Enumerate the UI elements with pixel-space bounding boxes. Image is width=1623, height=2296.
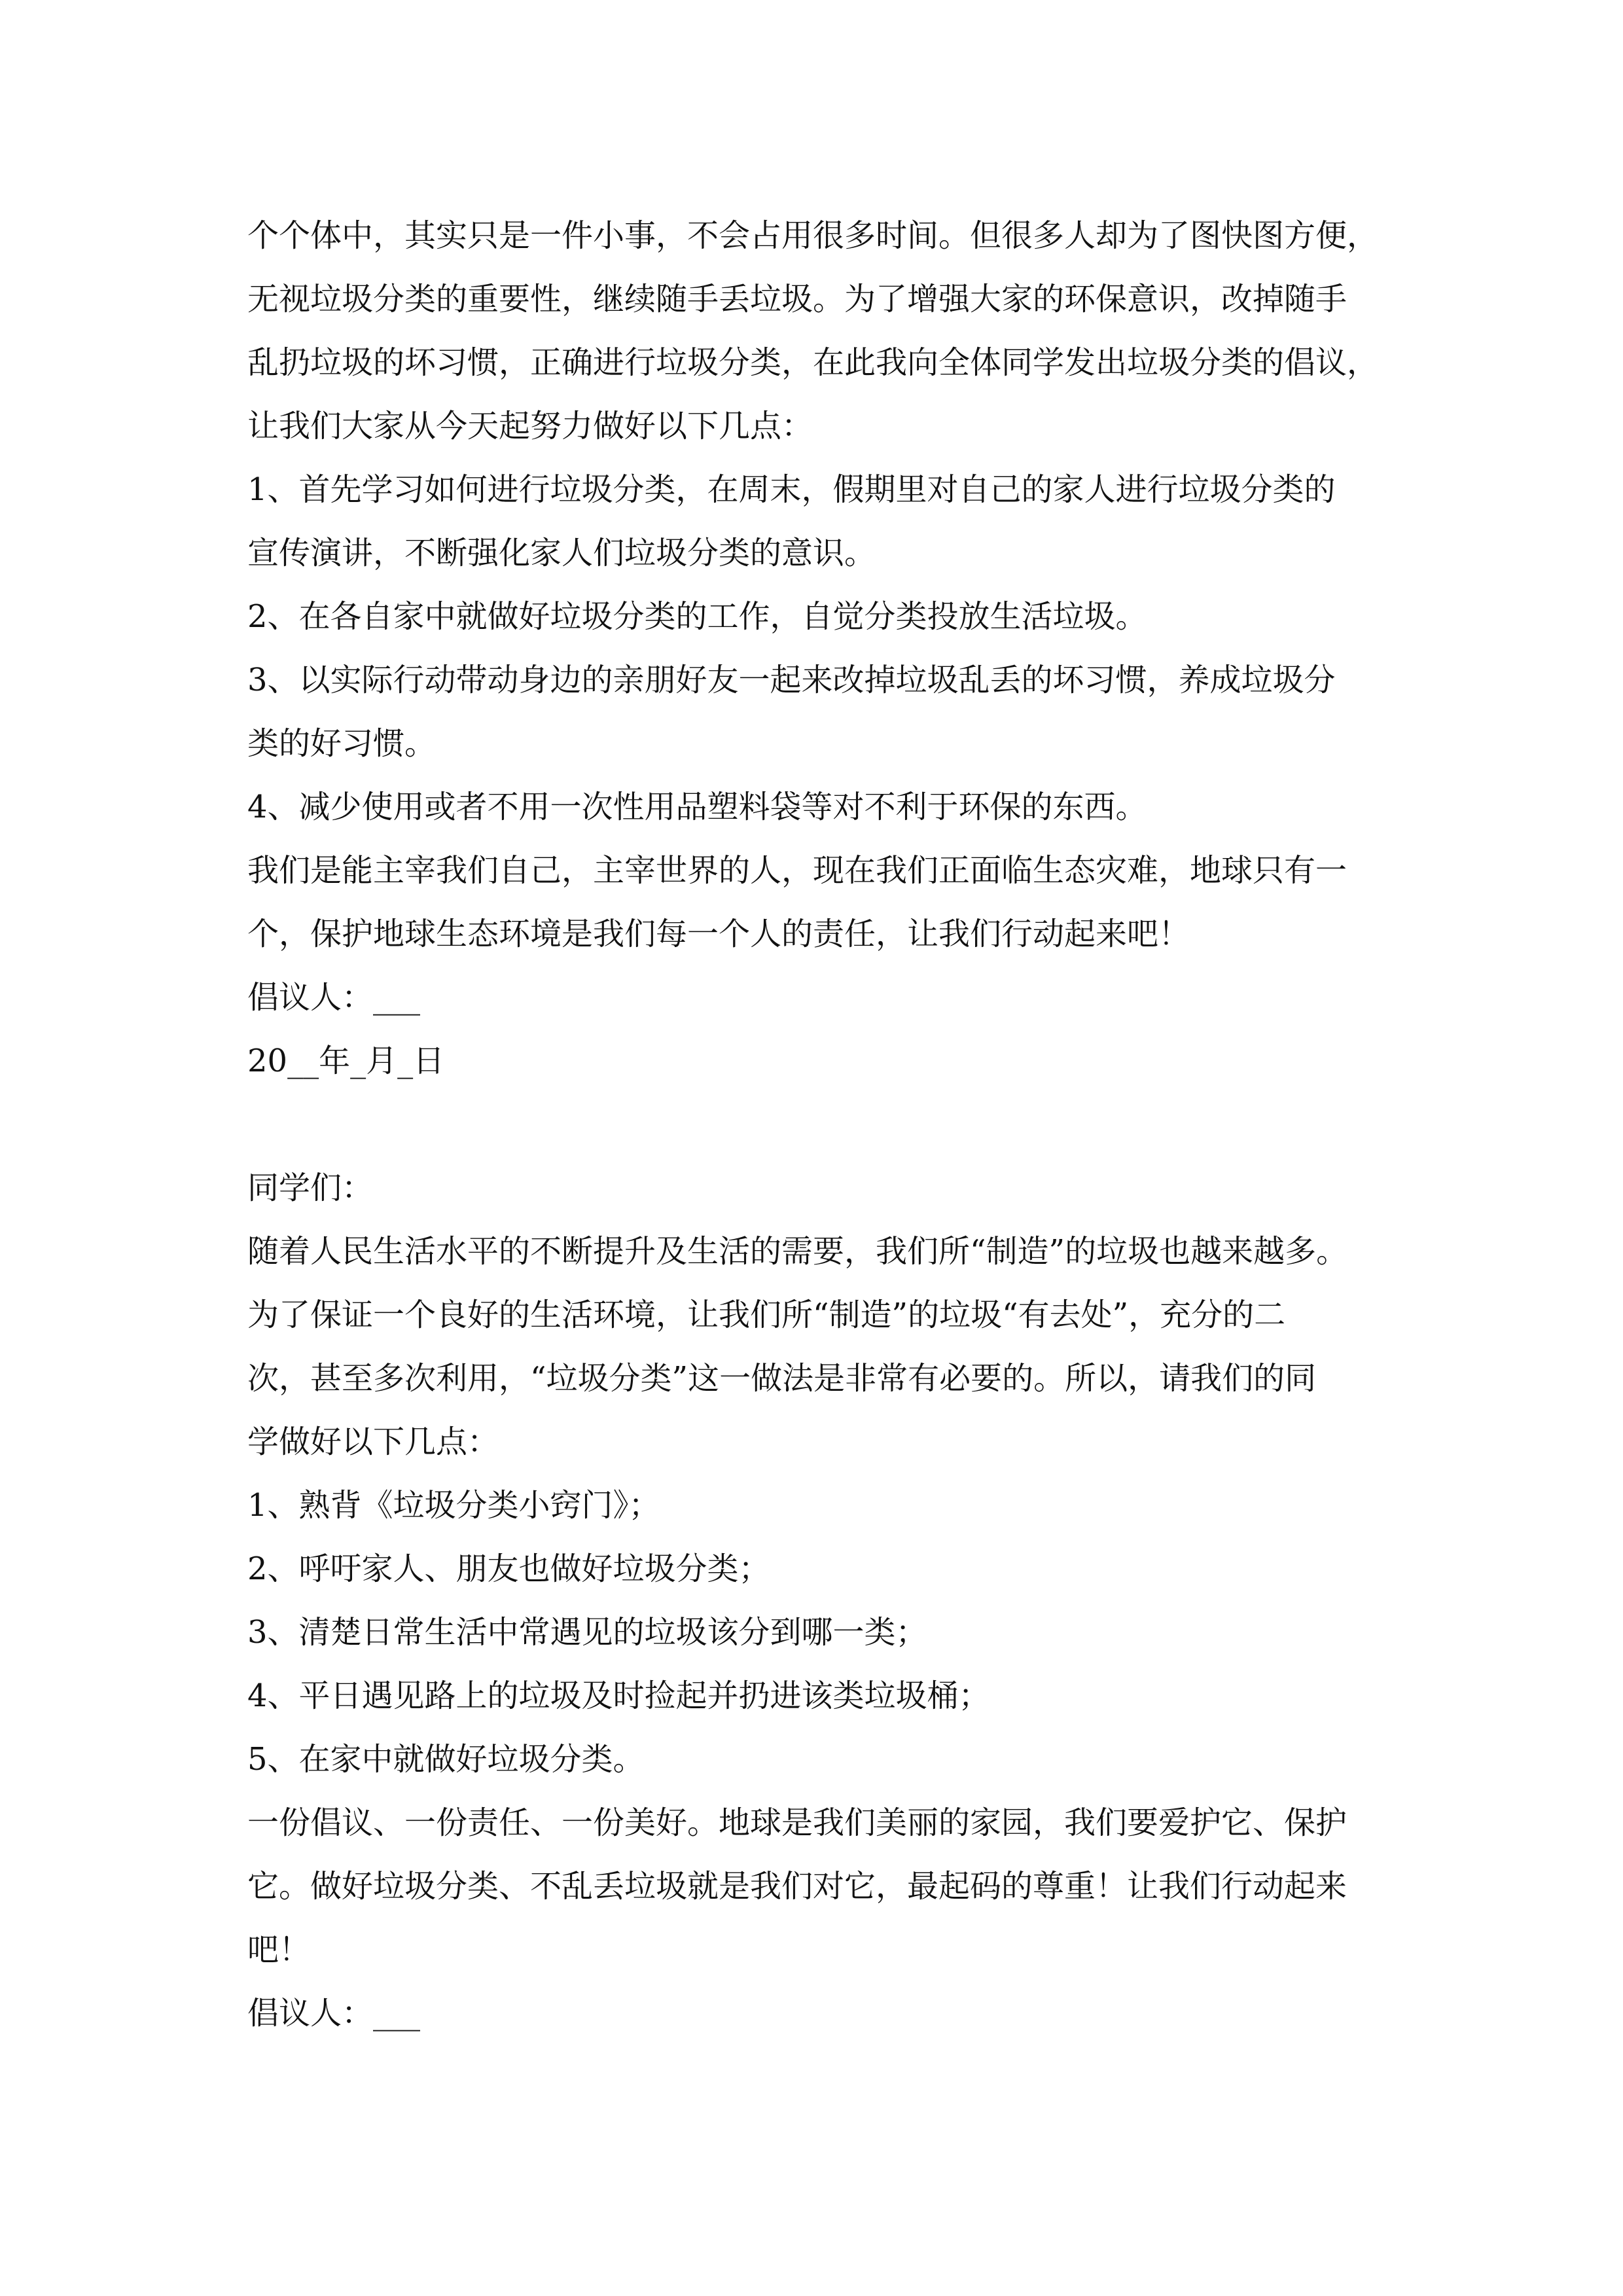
list-item-1: 1、首先学习如何进行垃圾分类，在周末，假期里对自己的家人进行垃圾分类的	[247, 471, 1336, 508]
list-item-4: 4、平日遇见路上的垃圾及时捡起并扔进该类垃圾桶；	[247, 1677, 990, 1714]
proposal-section-2	[247, 1157, 1383, 2045]
paragraph-line: 随着人民生活水平的不断提升及生活的需要，我们所“制造”的垃圾也越来越多。	[247, 1233, 1348, 1270]
list-item-4: 4、减少使用或者不用一次性用品塑料袋等对不利于环保的东西。	[247, 789, 1147, 825]
section-spacer	[247, 1093, 1383, 1157]
paragraph-line: 它。做好垃圾分类、不乱丢垃圾就是我们对它，最起码的尊重！让我们行动起来	[247, 1868, 1347, 1905]
list-item-2: 2、在各自家中就做好垃圾分类的工作，自觉分类投放生活垃圾。	[247, 598, 1147, 635]
list-item-5: 5、在家中就做好垃圾分类。	[247, 1741, 645, 1778]
paragraph-line: 让我们大家从今天起努力做好以下几点：	[247, 408, 813, 444]
date-line: 20__年_月_日	[247, 1043, 445, 1079]
paragraph-line: 一份倡议、一份责任、一份美好。地球是我们美丽的家园，我们要爱护它、保护	[247, 1804, 1347, 1841]
paragraph-line: 为了保证一个良好的生活环境，让我们所“制造”的垃圾“有去处”，充分的二	[247, 1297, 1286, 1333]
list-item-1-continued: 宣传演讲，不断强化家人们垃圾分类的意识。	[247, 535, 876, 571]
paragraph-line: 学做好以下几点：	[247, 1424, 499, 1460]
salutation: 同学们：	[247, 1170, 374, 1206]
list-item-3: 3、以实际行动带动身边的亲朋好友一起来改掉垃圾乱丢的坏习惯，养成垃圾分	[247, 662, 1336, 698]
paragraph-line: 个个体中，其实只是一件小事，不会占用很多时间。但很多人却为了图快图方便，	[247, 217, 1379, 254]
paragraph-line: 次，甚至多次利用，“垃圾分类”这一做法是非常有必要的。所以，请我们的同	[247, 1360, 1317, 1397]
paragraph-line: 个，保护地球生态环境是我们每一个人的责任，让我们行动起来吧！	[247, 916, 1190, 952]
signature-line: 倡议人：___	[247, 1995, 421, 2032]
paragraph-line: 乱扔垃圾的坏习惯，正确进行垃圾分类，在此我向全体同学发出垃圾分类的倡议，	[247, 344, 1379, 381]
list-item-3: 3、清楚日常生活中常遇见的垃圾该分到哪一类；	[247, 1614, 927, 1651]
paragraph-line: 我们是能主宰我们自己，主宰世界的人，现在我们正面临生态灾难，地球只有一	[247, 852, 1347, 889]
proposal-section-1	[247, 204, 1383, 1093]
list-item-2: 2、呼吁家人、朋友也做好垃圾分类；	[247, 1551, 770, 1587]
signature-line: 倡议人：___	[247, 979, 421, 1016]
list-item-3-continued: 类的好习惯。	[247, 725, 437, 762]
paragraph-line: 无视垃圾分类的重要性，继续随手丢垃圾。为了增强大家的环保意识，改掉随手	[247, 281, 1347, 317]
paragraph-line: 吧！	[247, 1931, 311, 1968]
list-item-1: 1、熟背《垃圾分类小窍门》；	[247, 1487, 660, 1524]
document-body	[247, 204, 1383, 2045]
